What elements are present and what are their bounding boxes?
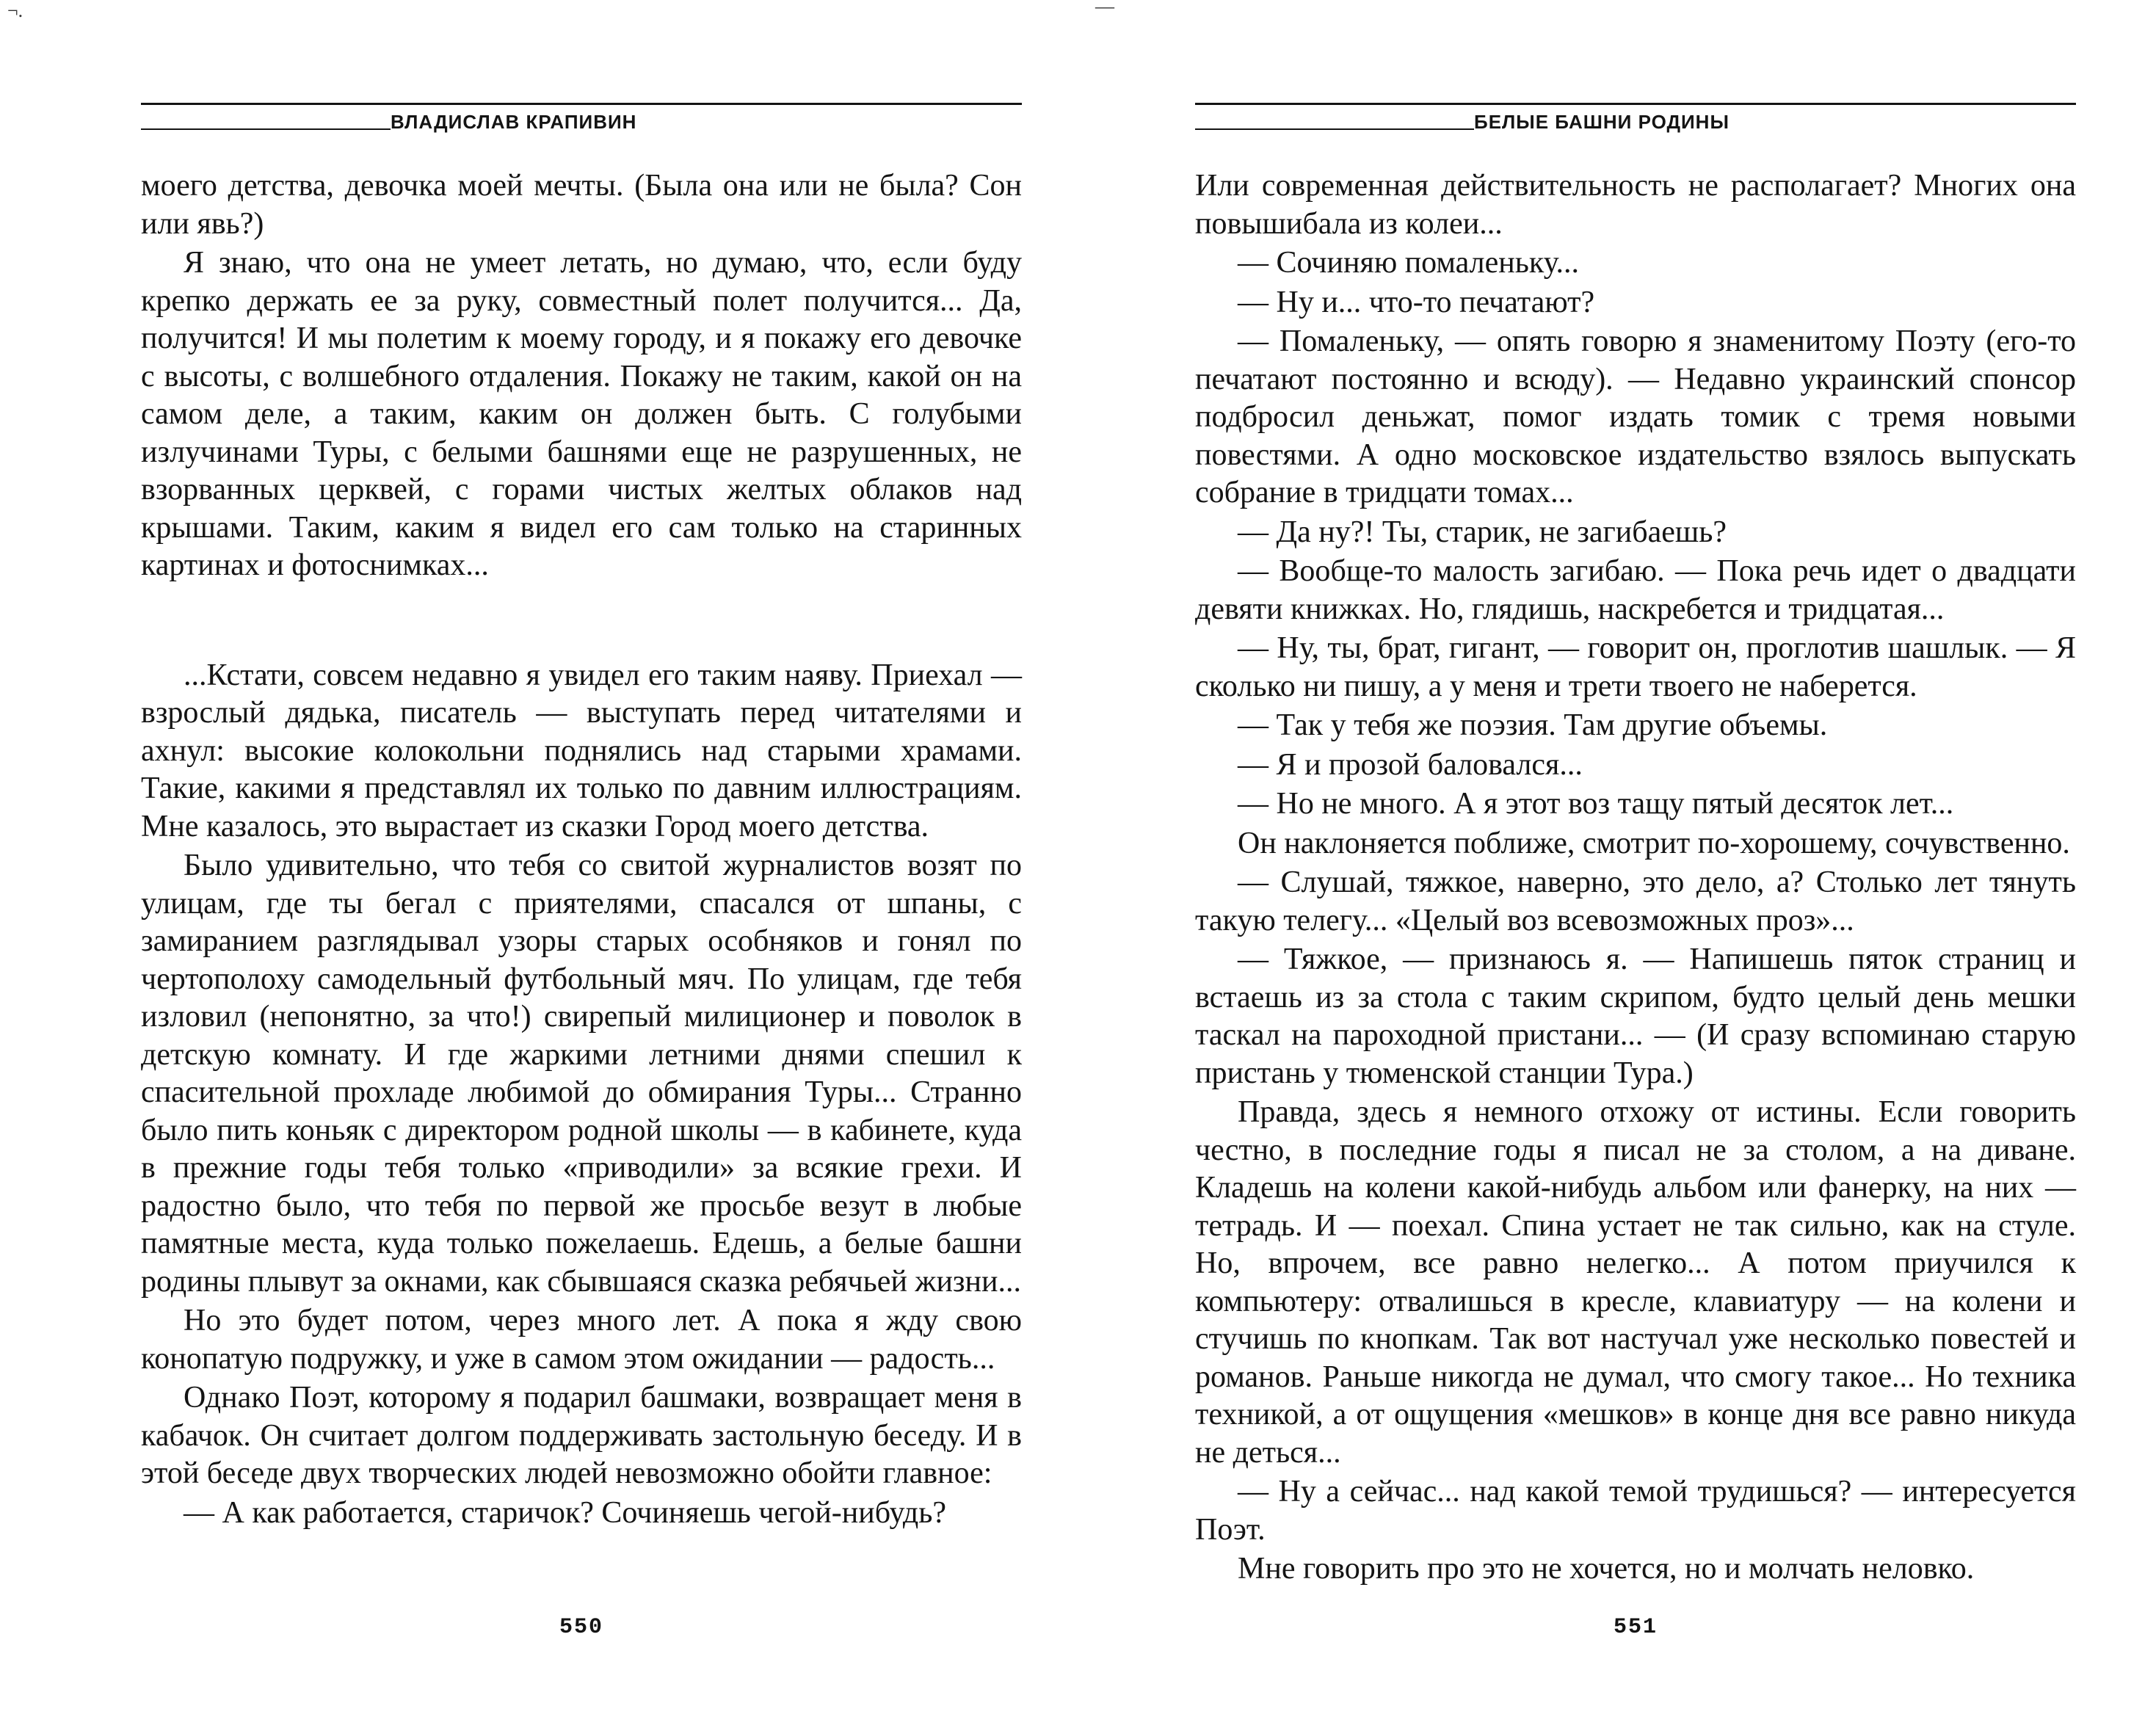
paragraph: — Тяжкое, — признаюсь я. — Напишешь пяток страниц и встаешь из за стола с таким скрипом, будто целый день мешки таскал на пароходной пристани... — (И сразу вспоминаю старую пристань у тюменской станции Тура.): [1195, 943, 2076, 1090]
paragraph: Или современная действительность не располагает? Многих она повышибала из колеи...: [1195, 169, 2076, 241]
page-number: 551: [1613, 1615, 1658, 1640]
header-lead-rule: [141, 128, 391, 130]
right-page: [1195, 0, 2076, 1728]
running-title: ВЛАДИСЛАВ КРАПИВИН: [391, 110, 637, 133]
paragraph: — Так у тебя же поэзия. Там другие объемы.: [1238, 708, 1828, 742]
running-header: [1195, 103, 2076, 134]
header-lead-rule: [1195, 128, 1474, 130]
paragraph: — Помаленьку, — опять говорю я знаменитому Поэту (его-то печатают постоянно и всюду). — Недавно украинский спонсор подбросил деньжат, помог издать томик с тремя новыми повестями. А одно московское издательство взялось выпускать собрание в тридцати томах...: [1195, 324, 2076, 509]
page-text: [1195, 167, 2076, 1590]
paragraph: — Вообще-то малость загибаю. — Пока речь идет о двадцати девяти книжках. Но, глядишь, наскребется и тридцатая...: [1195, 554, 2076, 626]
paragraph: Он наклоняется поближе, смотрит по-хорошему, сочувственно.: [1238, 826, 2070, 860]
paragraph: Я знаю, что она не умеет летать, но думаю, что, если буду крепко держать ее за руку, совместный полет получится... Да, получится! И мы полетим к моему городу, и я покажу его девочке с высоты, с волшебного отдаления. Покажу не таким, какой он на самом деле, а таким, каким он должен быть. С голубыми излучинами Туры, с белыми башнями еще не разрушенных, не взорванных церквей, с горами чистых желтых облаков над крышами. Таким, каким я видел его сам только на старинных картинах и фотоснимках...: [141, 246, 1022, 582]
header-rule: [1195, 103, 2076, 105]
scan-mark: —: [1095, 0, 1114, 17]
page-number: 550: [559, 1615, 603, 1640]
running-header: [141, 103, 1022, 134]
paragraph: Мне говорить про это не хочется, но и молчать неловко.: [1238, 1552, 1975, 1586]
paragraph: — Слушай, тяжкое, наверно, это дело, а? Столько лет тянуть такую телегу... «Целый воз всевозможных проз»...: [1195, 865, 2076, 937]
page-text: [141, 167, 1022, 1533]
running-title: БЕЛЫЕ БАШНИ РОДИНЫ: [1474, 110, 1729, 133]
left-page: [141, 0, 1022, 1728]
paragraph: — Ну а сейчас... над какой темой трудишься? — интересуется Поэт.: [1195, 1475, 2076, 1547]
header-rule: [141, 103, 1022, 105]
paragraph: — А как работается, старичок? Сочиняешь чегой-нибудь?: [184, 1495, 946, 1530]
paragraph: — Да ну?! Ты, старик, не загибаешь?: [1238, 515, 1727, 549]
paragraph: Но это будет потом, через много лет. А пока я жду свою конопатую подружку, и уже в самом этом ожидании — радость...: [141, 1304, 1022, 1376]
paragraph: Было удивительно, что тебя со свитой журналистов возят по улицам, где ты бегал с приятелями, спасался от шпаны, с замиранием разглядывал узоры старых особняков и гонял по чертополоху самодельный футбольный мяч. По улицам, где тебя изловил (непонятно, за что!) свирепый милиционер и поволок в детскую комнату. И где жаркими летними днями спешил к спасительной прохладе любимой до обмирания Туры... Странно было пить коньяк с директором родной школы — в кабинете, куда в прежние годы тебя только «приводили» за всякие грехи. И радостно было, что тебя по первой же просьбе везут в любые памятные места, куда только пожелаешь. Едешь, а белые башни родины плывут за окнами, как сбывшаяся сказка ребячьей жизни...: [141, 849, 1022, 1299]
paragraph: Однако Поэт, которому я подарил башмаки, возвращает меня в кабачок. Он считает долгом поддерживать застольную беседу. И в этой беседе двух творческих людей невозможно обойти главное:: [141, 1381, 1022, 1490]
paragraph: — Ну и... что-то печатают?: [1238, 285, 1595, 319]
scan-mark: ¬.: [7, 0, 23, 21]
paragraph: — Сочиняю помаленьку...: [1238, 246, 1580, 280]
paragraph: — Но не много. А я этот воз тащу пятый десяток лет...: [1238, 787, 1954, 821]
paragraph: — Я и прозой баловался...: [1238, 747, 1583, 782]
paragraph: Правда, здесь я немного отхожу от истины. Если говорить честно, в последние годы я писал не за столом, а на диване. Кладешь на колени какой-нибудь альбом или фанерку, на них — тетрадь. И — поехал. Спина устает не так сильно, как на стуле. Но, впрочем, все равно нелегко... А потом приучился к компьютеру: отвалишься в кресле, клавиатуру — на колени и стучишь по кнопкам. Так вот настучал уже несколько повестей и романов. Раньше никогда не думал, что смогу такое... Но техника техникой, а от ощущения «мешков» в конце дня все равно никуда не деться...: [1195, 1095, 2076, 1470]
paragraph: — Ну, ты, брат, гигант, — говорит он, проглотив шашлык. — Я сколько ни пишу, а у меня и трети твоего не наберется.: [1195, 631, 2076, 703]
paragraph: ...Кстати, совсем недавно я увидел его таким наяву. Приехал — взрослый дядька, писатель — выступать перед читателями и ахнул: высокие колокольни поднялись над старыми храмами. Такие, какими я представлял их только по давним иллюстрациям. Мне казалось, это вырастает из сказки Город моего детства.: [141, 658, 1022, 843]
paragraph: моего детства, девочка моей мечты. (Была она или не была? Сон или явь?): [141, 169, 1022, 241]
